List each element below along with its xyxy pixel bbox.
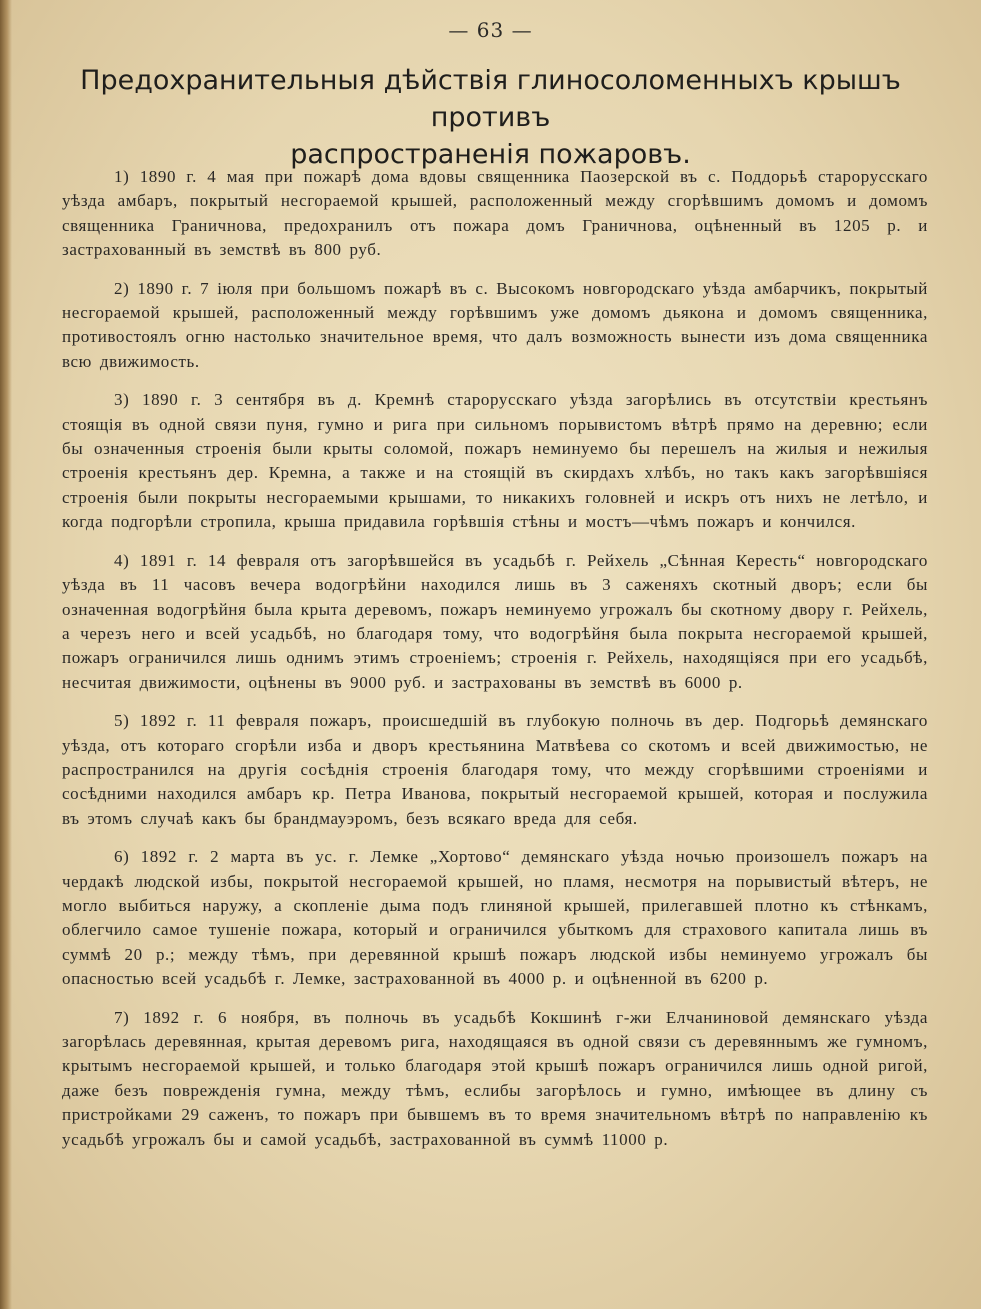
paragraph-2: 2) 1890 г. 7 іюля при большомъ пожарѣ въ с. Высокомъ новгородскаго уѣзда амбарчикъ, покрытый несгораемой крышей, расположенный между горѣвшимъ уже домомъ дьякона и домомъ священника, противостоялъ огню настолько значительное время, что далъ возможность вынести изъ дома священника всю движимость. xyxy=(62,278,928,371)
paragraph-1: 1) 1890 г. 4 мая при пожарѣ дома вдовы священника Паозерской въ с. Поддорьѣ старорусскаго уѣзда амбаръ, покрытый несгораемой крышей, расположенный между сгорѣвшимъ домомъ и домомъ священника Граничнова, предохранилъ отъ пожара домъ Граничнова, оцѣненный въ 1205 р. и застрахованный въ земствѣ въ 800 руб. xyxy=(62,167,928,260)
paragraph-7: 7) 1892 г. 6 ноября, въ полночь въ усадьбѣ Кокшинѣ г-жи Елчаниновой демянскаго уѣзда загорѣлась деревянная, крытая деревомъ рига, находящаяся въ одной связи съ деревяннымъ же гумномъ, крытымъ несгораемой крышей, и только благодаря этой крышѣ пожаръ ограничился лишь одной ригой, даже безъ поврежденія гумна, между тѣмъ, еслибы загорѣлось и гумно, имѣющее въ длину съ пристройками 29 саженъ, то пожаръ при бывшемъ въ то время значительномъ вѣтрѣ по направленію къ усадьбѣ угрожалъ бы и самой усадьбѣ, застрахованной въ суммѣ 11000 р. xyxy=(62,1007,928,1149)
paragraph-6: 6) 1892 г. 2 марта въ ус. г. Лемке „Хортово“ демянскаго уѣзда ночью произошелъ пожаръ на чердакѣ людской избы, покрытой несгораемой крышей, но пламя, несмотря на порывистый вѣтеръ, не могло выбиться наружу, а скопленіе дыма подъ глиняной крышей, прилегавшей плотно къ стѣнкамъ, облегчило самое тушеніе пожара, который и ограничился убыткомъ для страхового капитала лишь въ суммѣ 20 р.; между тѣмъ, при деревянной крышѣ пожаръ людской избы неминуемо угрожалъ бы опасностью всей усадьбѣ г. Лемке, застрахованной въ 4000 р. и оцѣненной въ 6200 р. xyxy=(62,847,928,989)
page-title xyxy=(40,62,941,173)
page-binding-edge xyxy=(0,0,12,1309)
title-line-2: распространенія пожаровъ. xyxy=(290,139,691,170)
page-number: — 63 — xyxy=(448,18,533,42)
title-line-1: Предохранительныя дѣйствія глиносоломенныхъ крышъ противъ xyxy=(80,65,901,133)
article-body xyxy=(62,165,928,1166)
paragraph-3: 3) 1890 г. 3 сентября въ д. Кремнѣ старорусскаго уѣзда загорѣлись въ отсутствіи крестьянъ стоящія въ одной связи пуня, гумно и рига при сильномъ порывистомъ вѣтрѣ прямо на деревню; если бы означенныя строенія были крыты соломой, пожаръ неминуемо бы перешелъ на жилыя и нежилыя строенія крестьянъ дер. Кремна, а также и на стоящій въ скирдахъ хлѣбъ, но такъ какъ загорѣвшіяся строенія были покрыты несгораемыми крышами, то никакихъ головней и искръ отъ нихъ не летѣло, и когда подгорѣли стропила, крыша придавила горѣвшія стѣны и мостъ—чѣмъ пожаръ и кончился. xyxy=(62,390,928,532)
paragraph-5: 5) 1892 г. 11 февраля пожаръ, происшедшій въ глубокую полночь въ дер. Подгорьѣ демянскаго уѣзда, отъ котораго сгорѣли изба и дворъ крестьянина Матвѣева со скотомъ и всей движимостью, не распространился на другія сосѣднія строенія благодаря тому, что между сгорѣвшими строеніями и сосѣдними находился амбаръ кр. Петра Иванова, покрытый несгораемой крышей, которая и послужила въ этомъ случаѣ какъ бы брандмауэромъ, безъ всякаго вреда для себя. xyxy=(62,711,928,828)
paragraph-4: 4) 1891 г. 14 февраля отъ загорѣвшейся въ усадьбѣ г. Рейхель „Сѣнная Кересть“ новгородскаго уѣзда въ 11 часовъ вечера водогрѣйни находился лишь въ 3 саженяхъ скотный дворъ; если бы означенная водогрѣйня была крыта деревомъ, пожаръ неминуемо угрожалъ бы скотному двору г. Рейхель, а черезъ него и всей усадьбѣ, но благодаря тому, что водогрѣйня была покрыта несгораемой крышей, пожаръ ограничился лишь однимъ этимъ строеніемъ; строенія г. Рейхель, находящіяся при его усадьбѣ, несчитая движимости, оцѣнены въ 9000 руб. и застрахованы въ земствѣ въ 6000 р. xyxy=(62,550,928,692)
